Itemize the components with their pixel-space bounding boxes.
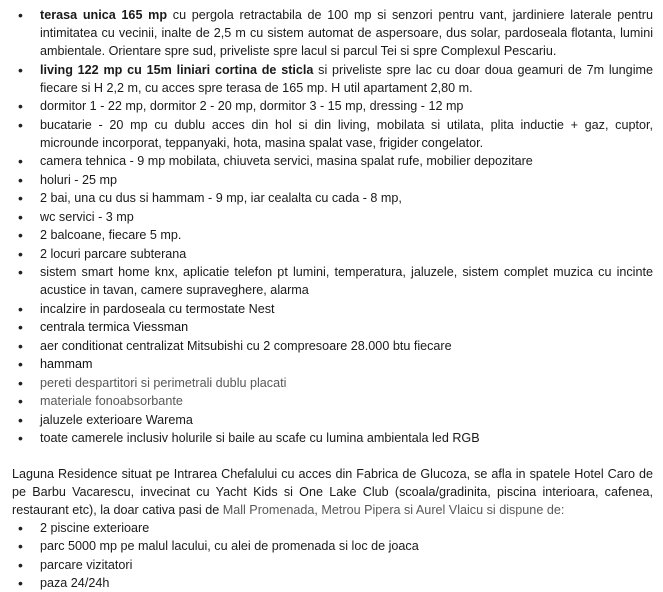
feature-text: 2 balcoane, fiecare 5 mp. [40, 228, 181, 242]
feature-incalzire [12, 300, 653, 318]
feature-text: toate camerele inclusiv holurile si baile au scafe cu lumina ambientala led RGB [40, 431, 480, 445]
location-paragraph [12, 465, 653, 519]
amenity-parcare-vizitatori [12, 556, 653, 574]
feature-lead: terasa unica 165 mp [40, 8, 167, 22]
feature-text: bucatarie - 20 mp cu dublu acces din hol si din living, mobilata si utilata, plita inductie + gaz, cuptor, microunde incorporat, teppanyaki, hota, masina spalat vase, frigider congelator. [40, 118, 653, 150]
feature-text: jaluzele exterioare Warema [40, 413, 193, 427]
feature-camera-tehnica [12, 152, 653, 170]
feature-aer-conditionat [12, 337, 653, 355]
amenity-paza [12, 574, 653, 592]
amenity-text: 2 piscine exterioare [40, 521, 149, 535]
feature-lead: living 122 mp cu 15m liniari cortina de sticla [40, 63, 313, 77]
feature-text: aer conditionat centralizat Mitsubishi cu 2 compresoare 28.000 btu fiecare [40, 339, 452, 353]
feature-text: materiale fonoabsorbante [40, 394, 183, 408]
feature-text: dormitor 1 - 22 mp, dormitor 2 - 20 mp, dormitor 3 - 15 mp, dressing - 12 mp [40, 99, 463, 113]
amenity-text: parc 5000 mp pe malul lacului, cu alei de promenada si loc de joaca [40, 539, 419, 553]
feature-centrala [12, 318, 653, 336]
feature-terasa [12, 6, 653, 60]
feature-hammam [12, 355, 653, 373]
amenity-text: paza 24/24h [40, 576, 109, 590]
feature-parcare [12, 245, 653, 263]
feature-bai [12, 189, 653, 207]
feature-holuri [12, 171, 653, 189]
amenity-piscine [12, 519, 653, 537]
feature-text: centrala termica Viessman [40, 320, 188, 334]
location-landmarks: Mall Promenada, Metrou Pipera si Aurel Vlaicu si dispune de: [223, 503, 565, 517]
feature-smart-home [12, 263, 653, 299]
feature-text: si priveliste spre lac cu doar doua geamuri de 7m lungime fiecare si H 2,2 m, cu acces spre terasa de 165 mp. H util apartament 2,80 m. [40, 63, 653, 95]
feature-scafe [12, 429, 653, 447]
amenities-list [12, 519, 653, 592]
feature-wc [12, 208, 653, 226]
feature-text: 2 bai, una cu dus si hammam - 9 mp, iar cealalta cu cada - 8 mp, [40, 191, 402, 205]
feature-jaluzele [12, 411, 653, 429]
feature-living [12, 61, 653, 97]
feature-text: cu pergola retractabila de 100 mp si senzori pentru vant, jardiniere laterale pentru intimitatea cu vecinii, inalte de 2,5 m cu sistem automat de aspersoare, dus solar, pardoseala flotanta, lumini ambientale. Orientare spre sud, priveliste spre lacul si parcul Tei si spre Complexul Pescariu. [40, 8, 653, 58]
feature-dormitoare [12, 97, 653, 115]
feature-text: holuri - 25 mp [40, 173, 117, 187]
feature-text: incalzire in pardoseala cu termostate Nest [40, 302, 275, 316]
feature-text: wc servici - 3 mp [40, 210, 134, 224]
section-gap [12, 448, 653, 465]
feature-materiale [12, 392, 653, 410]
features-list [12, 6, 653, 447]
feature-text: pereti despartitori si perimetrali dublu placati [40, 376, 286, 390]
feature-text: sistem smart home knx, aplicatie telefon pt lumini, temperatura, jaluzele, sistem complet muzica cu incinte acustice in tavan, camere supraveghere, alarma [40, 265, 653, 297]
amenity-text: parcare vizitatori [40, 558, 132, 572]
feature-text: hammam [40, 357, 92, 371]
feature-balcoane [12, 226, 653, 244]
feature-text: 2 locuri parcare subterana [40, 247, 186, 261]
feature-pereti [12, 374, 653, 392]
feature-text: camera tehnica - 9 mp mobilata, chiuveta servici, masina spalat rufe, mobilier depozitare [40, 154, 533, 168]
amenity-parc [12, 537, 653, 555]
feature-bucatarie [12, 116, 653, 152]
location-text: Laguna Residence situat pe Intrarea Chefalului cu acces din Fabrica de Glucoza, se afla in spatele Hotel Caro de pe Barbu Vacarescu, invecinat cu Yacht Kids si One Lake Club (scoala/gradinita, piscina interioara, cafenea, restaurant etc), la doar cativa pasi de [12, 467, 653, 517]
